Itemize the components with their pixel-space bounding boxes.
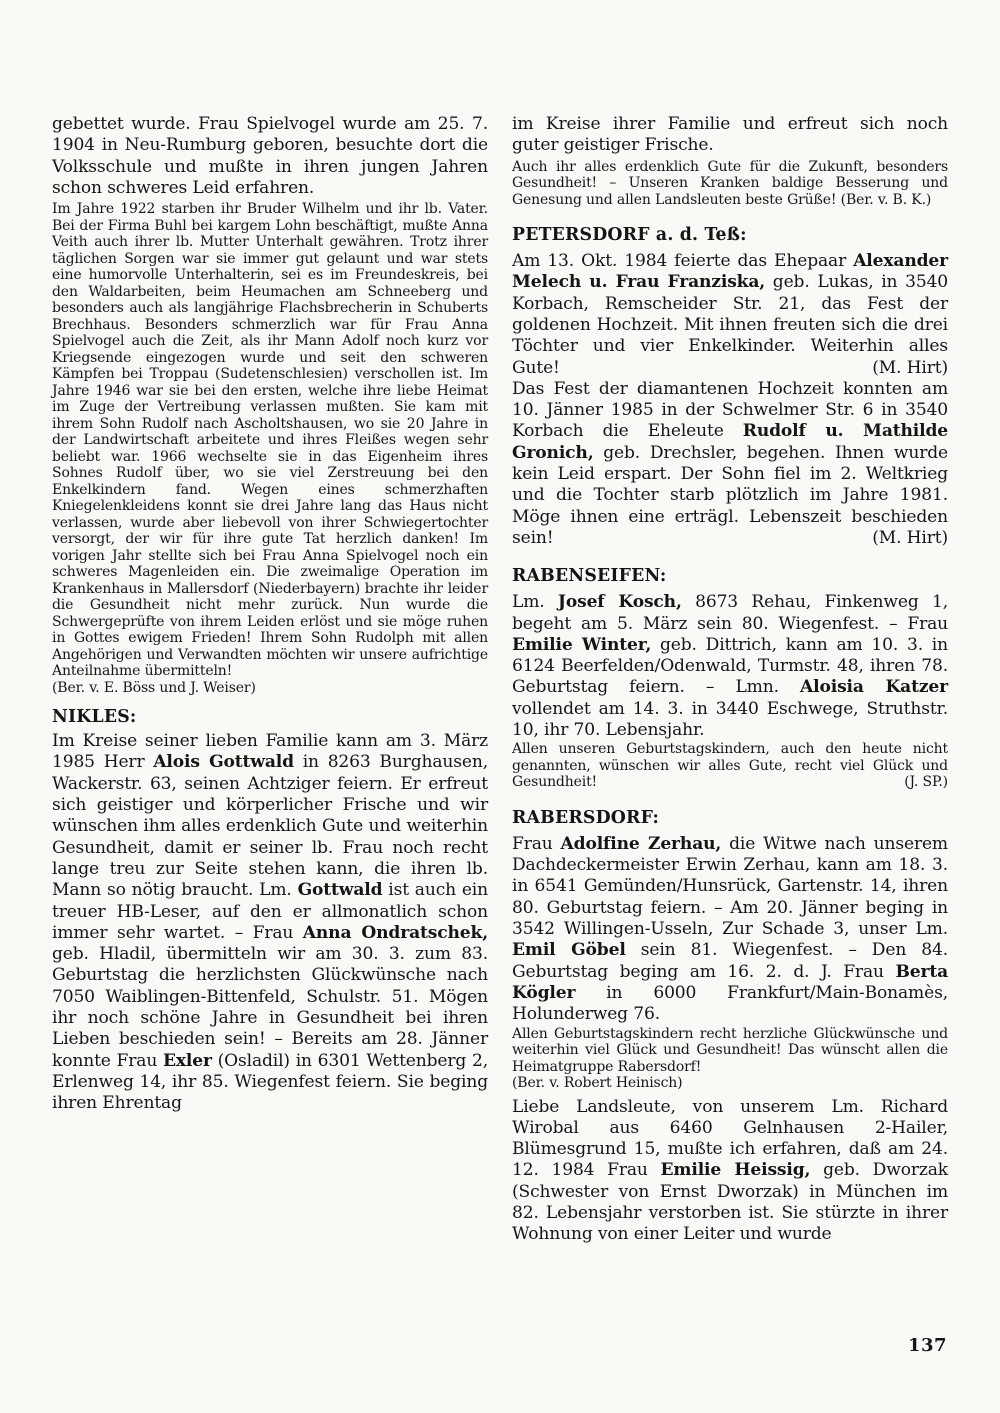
right-column xyxy=(512,114,948,1246)
petersdorf-signature: (M. Hirt) xyxy=(872,527,948,548)
rabenseifen-signature: (J. SP.) xyxy=(904,774,948,791)
nikles-paragraph: Im Kreise seiner lieben Familie kann am 3. März 1985 Herr Alois Gottwald in 8263 Burghausen, Wackerstr. 63, seinen Achtziger feiern. Er erfreut sich geistiger und körperlicher Frische und wir wünschen ihm alles erdenklich Gute und weiterhin Gesundheit, damit er seiner lb. Frau noch recht lange treu zur Seite stehen kann, die ihren lb. Mann so nötig braucht. Lm. Gottwald ist auch ein treuer HB-Leser, auf den er allmonatlich schon immer sehr wartet. – Frau Anna Ondratschek, geb. Hladil, übermitteln wir am 30. 3. zum 83. Geburtstag die herzlichsten Glückwünsche nach 7050 Waiblingen-Bittenfeld, Schulstr. 51. Mögen ihr noch schöne Jahre in Gesundheit bei ihren Lieben beschieden sein! – Bereits am 28. Jänner konnte Frau Exler (Osladil) in 6301 Wettenberg 2, Erlenweg 14, ihr 85. Wiegenfest feiern. Sie beging ihren Ehrentag xyxy=(52,731,488,1114)
person-name: Aloisia Katzer xyxy=(800,677,948,698)
obituary-body: Im Jahre 1922 starben ihr Bruder Wilhelm und ihr lb. Vater. Bei der Firma Buhl bei kargem Lohn beschäftigt, mußte Anna Veith auch ihrer lb. Mutter Unterhalt gewähren. Trotz ihrer täglichen Sorgen war sie immer gut gelaunt und war stets eine humorvolle Unterhalterin, sei es im Freundeskreis, bei den Waldarbeiten, beim Heumachen am Schneeberg und besonders auch als langjährige Flachsbrecherin in Schuberts Brechhaus. Besonders schmerzlich war für Frau Anna Spielvogel auch die Zeit, als ihr Mann Adolf noch kurz vor Kriegsende eingezogen wurde und seit den schweren Kämpfen bei Troppau (Sudetenschlesien) verschollen ist. Im Jahre 1946 war sie bei den ersten, welche ihre liebe Heimat im Zuge der Vertreibung verlassen mußten. Sie kam mit ihrem Sohn Rudolf nach Ascholtshausen, wo sie 20 Jahre in der Landwirtschaft arbeitete und ihres Fleißes wegen sehr beliebt war. 1966 wechselte sie in das Eigenheim ihres Sohnes Rudolf über, wo sie viel Zerstreuung bei den Enkelkindern fand. Wegen eines schmerzhaften Kniegelenkleidens konnt sie drei Jahre lang das Haus nicht verlassen, wurde aber liebevoll von ihrer Schwiegertochter versorgt, der wir für ihre gute Tat herzlich danken! Im vorigen Jahr stellte sich bei Frau Anna Spielvogel noch ein schweres Magenleiden ein. Die zweimalige Operation im Krankenhaus in Mallersdorf (Niederbayern) brachte ihr leider die Gesundheit nicht mehr zurück. Nun wurde die Schwergeprüfte von ihrem Leiden erlöst und sie möge ruhen in Gottes ewigem Frieden! Ihrem Sohn Rudolph mit allen Angehörigen und Verwandten möchten wir unsere aufrichtige Anteilnahme übermitteln! xyxy=(52,201,488,680)
continuation-greeting: Auch ihr alles erdenklich Gute für die Zukunft, besonders Gesundheit! – Unseren Kranken baldige Besserung und Genesung und allen Landsleuten beste Grüße! (Ber. v. B. K.) xyxy=(512,158,948,208)
person-name: Exler xyxy=(162,1050,212,1071)
petersdorf-paragraph-diamond-wedding: Das Fest der diamantenen Hochzeit konnten am 10. Jänner 1985 in der Schwelmer Str. 6 in 3540 Korbach die Eheleute Rudolf u. Mathilde Gronich, geb. Drechsler, begehen. Ihnen wurde kein Leid erspart. Der Sohn fiel im 2. Weltkrieg und die Tochter starb plötzlich im Jahre 1981. Möge ihnen eine erträgl. Lebenszeit beschieden sein! (M. Hirt) xyxy=(512,378,948,548)
person-name: Adolfine Zerhau, xyxy=(560,833,722,854)
person-name: Alexander Melech u. Frau Franziska, xyxy=(512,251,948,293)
person-name: Alois Gottwald xyxy=(153,752,294,773)
left-column xyxy=(52,114,488,1115)
person-name: Berta Kögler xyxy=(512,961,948,1003)
section-heading-rabersdorf: RABERSDORF: xyxy=(512,807,660,828)
rabersdorf-paragraph-birthdays: Frau Adolfine Zerhau, die Witwe nach unserem Dachdeckermeister Erwin Zerhau, kann am 18. 3. in 6541 Gemünden/Hunsrück, Gartenstr. 14, ihren 80. Geburtstag feiern. – Am 20. Jänner beging in 3542 Willingen-Usseln, Zur Schade 3, unser Lm. Emil Göbel sein 81. Wiegenfest. – Den 84. Geburtstag beging am 16. 2. d. J. Frau Berta Kögler in 6000 Frankfurt/Main-Bonamès, Holunderweg 76. xyxy=(512,833,948,1025)
rabersdorf-signature: (Ber. v. Robert Heinisch) xyxy=(512,1075,683,1091)
person-name: Anna Ondratschek, xyxy=(302,922,488,943)
rabenseifen-paragraph: Lm. Josef Kosch, 8673 Rehau, Finkenweg 1, begeht am 5. März sein 80. Wiegenfest. – Frau Emilie Winter, geb. Dittrich, kann am 10. 3. in 6124 Beerfelden/Odenwald, Turmstr. 48, ihren 78. Geburtstag feiern. – Lmn. Aloisia Katzer vollendet am 14. 3. in 3440 Eschwege, Struthstr. 10, ihr 70. Lebensjahr. xyxy=(512,592,948,741)
person-name: Emilie Heissig, xyxy=(660,1160,811,1181)
obituary-intro: gebettet wurde. Frau Spielvogel wurde am 25. 7. 1904 in Neu-Rumburg geboren, besuchte dort die Volksschule und mußte in ihren jungen Jahren schon schweres Leid erfahren. xyxy=(52,114,488,198)
person-name: Emilie Winter, xyxy=(512,634,652,655)
person-name: Rudolf u. Mathilde Gronich, xyxy=(512,421,948,463)
page-number: 137 xyxy=(908,1335,948,1356)
section-heading-rabenseifen: RABENSEIFEN: xyxy=(512,566,667,587)
rabenseifen-greeting: Allen unseren Geburtstagskindern, auch den heute nicht genannten, wünschen wir alles Gute, recht viel Glück und Gesundheit! (J. SP.) xyxy=(512,741,948,791)
rabersdorf-greeting: Allen Geburtstagskindern recht herzliche Glückwünsche und weiterhin viel Glück und Gesundheit! Das wünscht allen die Heimatgruppe Rabersdorf! xyxy=(512,1025,948,1075)
obituary-signature: (Ber. v. E. Böss und J. Weiser) xyxy=(52,679,256,696)
person-name: Josef Kosch, xyxy=(557,592,682,613)
continuation-paragraph: im Kreise ihrer Familie und erfreut sich noch guter geistiger Frische. xyxy=(512,114,948,156)
section-heading-nikles: NIKLES: xyxy=(52,707,137,728)
person-name: Emil Göbel xyxy=(512,940,626,961)
rabersdorf-paragraph-obituary: Liebe Landsleute, von unserem Lm. Richard Wirobal aus 6460 Gelnhausen 2-Hailer, Blümesgrund 15, mußte ich erfahren, daß am 24. 12. 1984 Frau Emilie Heissig, geb. Dworzak (Schwester von Ernst Dworzak) in München im 82. Lebensjahr verstorben ist. Sie stürzte in ihrer Wohnung von einer Leiter und wurde xyxy=(512,1096,948,1245)
petersdorf-signature: (M. Hirt) xyxy=(872,357,948,378)
person-name: Gottwald xyxy=(297,880,383,901)
petersdorf-paragraph-golden-wedding: Am 13. Okt. 1984 feierte das Ehepaar Alexander Melech u. Frau Franziska, geb. Lukas, in 3540 Korbach, Remscheider Str. 21, das Fest der goldenen Hochzeit. Mit ihnen freuten sich die drei Töchter und vier Enkelkinder. Weiterhin alles Gute! (M. Hirt) xyxy=(512,251,949,378)
section-heading-petersdorf: PETERSDORF a. d. Teß: xyxy=(512,225,747,246)
